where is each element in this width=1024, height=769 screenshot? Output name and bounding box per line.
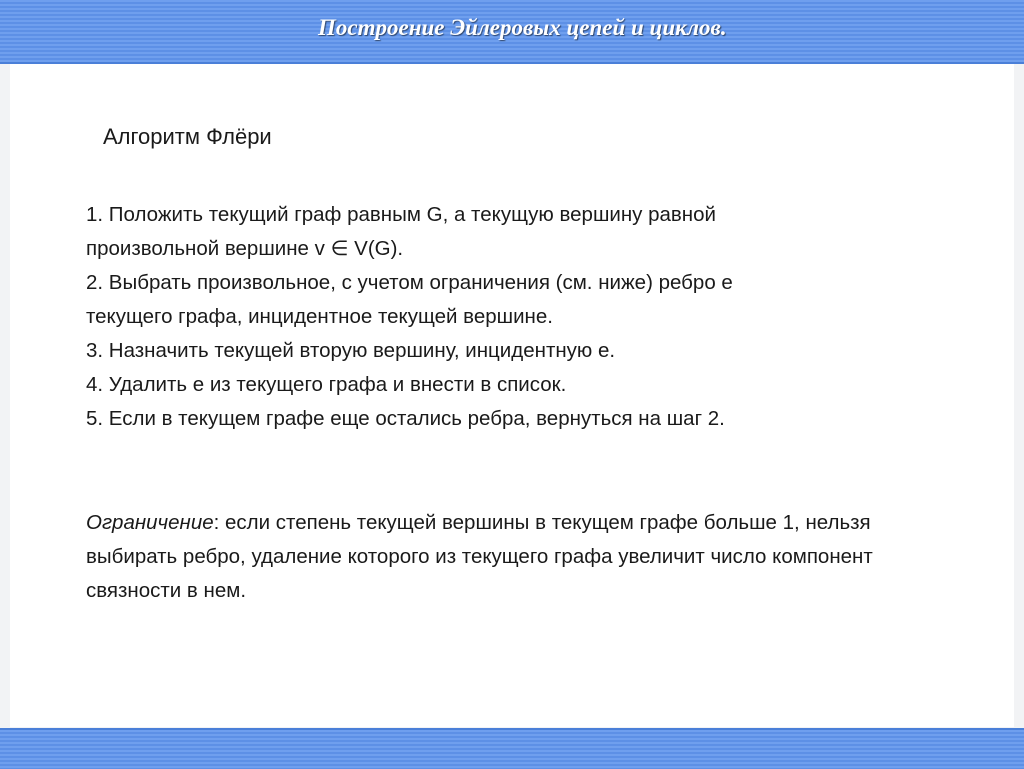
step-line: текущего графа, инцидентное текущей вершине.: [86, 305, 553, 328]
step-line: 1. Положить текущий граф равным G, а текущую вершину равной: [86, 203, 716, 226]
step-line: 4. Удалить e из текущего графа и внести в список.: [86, 373, 567, 396]
constraint-term: Ограничение: [86, 511, 214, 534]
step-line: 3. Назначить текущей вторую вершину, инцидентную e.: [86, 339, 616, 362]
constraint-text: : если степень текущей вершины в текущем графе больше 1, нельзя выбирать ребро, удаление которого из текущего графа увеличит число компонент связности в нем.: [86, 511, 873, 602]
algorithm-heading: Алгоритм Флёри: [103, 124, 272, 149]
step-line: 5. Если в текущем графе еще остались ребра, вернуться на шаг 2.: [86, 407, 725, 430]
footer-band: [0, 728, 1024, 769]
constraint-paragraph: [86, 506, 946, 608]
step-line: произвольной вершине v ∈ V(G).: [86, 237, 404, 260]
step-line: 2. Выбрать произвольное, с учетом ограничения (см. ниже) ребро e: [86, 271, 733, 294]
slide-title: Построение Эйлеровых цепей и циклов.: [318, 15, 727, 40]
algorithm-steps: [86, 198, 946, 436]
header-band: [0, 0, 1024, 64]
